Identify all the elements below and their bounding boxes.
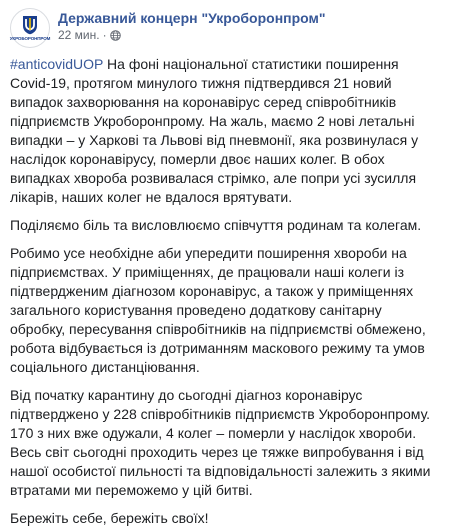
- paragraph-4: Від початку карантину до сьогодні діагноз коронавірус підтверджено у 228 співробітників підприємств Укроборонпрому. 170 з них вже одужали, 4 колег – померли у наслідок хвороби. Весь світ сьогодні проходить через це тяжке випробування і від нашої особистої пильності та відповідальності залежить з якими втратами ми переможемо у цій битві.: [10, 387, 431, 498]
- post-header: [10, 8, 440, 50]
- paragraph-2: Поділяємо біль та висловлюємо співчуття родинам та колегам.: [10, 217, 422, 233]
- paragraph-1-text: На фоні національної статистики поширення Covid-19, протягом минулого тижня підтвердився 21 новий випадок захворювання на коронавірус серед співробітників підприємств Укроборонпрому. На жаль, маємо 2 нові летальні випадки – у Харкові та Львові від пневмонії, яка розвинулася у наслідок коронавірусу, померли двоє наших колег. В обох випадках хвороба розвивалася стрімко, але попри усі зусилля лікарів, наших колег не вдалося врятувати.: [10, 56, 419, 205]
- post-timestamp[interactable]: 22 мин.: [58, 28, 100, 42]
- post-body: [10, 55, 440, 528]
- avatar-label: УКРОБОРОНПРОМ: [9, 36, 51, 41]
- ukroboronprom-logo-icon: [21, 15, 39, 35]
- post-meta: [58, 8, 326, 43]
- post-subline: [58, 27, 326, 43]
- paragraph-5: Бережіть себе, бережіть своїх!: [10, 510, 209, 526]
- hashtag-link[interactable]: #anticovidUOP: [10, 56, 104, 72]
- meta-separator: ·: [102, 28, 107, 42]
- paragraph-1: [10, 55, 440, 207]
- paragraph-3: Робимо усе необхідне аби упередити поширення хвороби на підприємствах. У приміщеннях, де працювали наші колеги із підтвердженим діагнозом коронавірус, а також у приміщеннях загального користування проведено додаткову санітарну обробку, пересування співробітників на підприємстві обмежено, робота відбувається із дотриманням маскового режиму та умов соціального дистанціювання.: [10, 245, 426, 375]
- globe-icon[interactable]: [110, 30, 121, 41]
- page-avatar[interactable]: [10, 8, 50, 48]
- page-name-link[interactable]: Державний концерн "Укроборонпром": [58, 10, 326, 26]
